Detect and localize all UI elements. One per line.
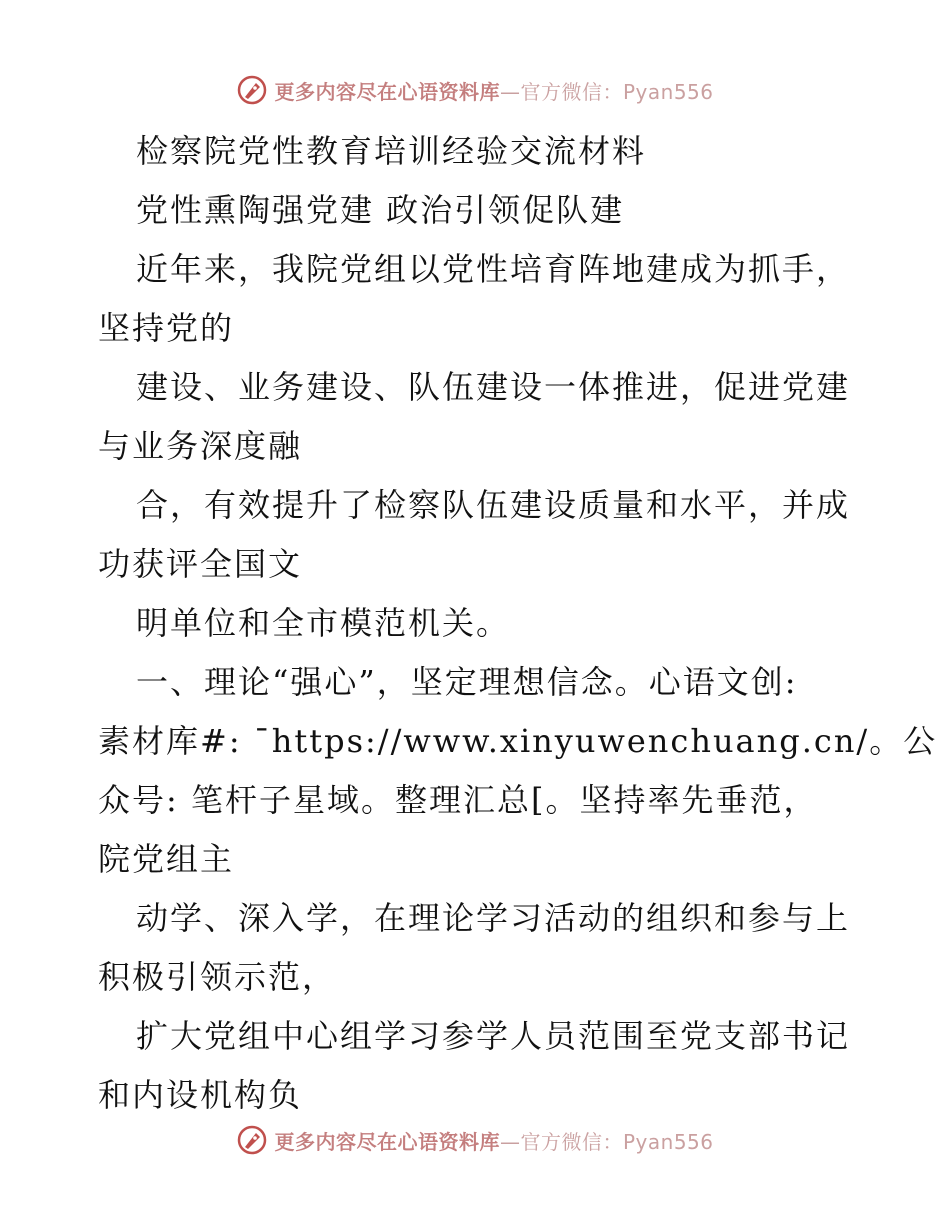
doc-line: 和内设机构负 [98,1076,303,1114]
doc-line: 建设、业务建设、队伍建设一体推进，促进党建 [136,368,851,406]
doc-line: 众号: 笔杆子星域。整理汇总[。坚持率先垂范， [98,781,818,819]
pen-nib-seal-logo-icon [236,74,268,106]
banner-main-text: 更多内容尽在心语资料库 [274,1129,500,1154]
banner-wechat-label: 官方微信： [520,79,623,104]
banner-wechat-id: Pyan556 [622,1129,714,1154]
banner-text [274,1126,713,1155]
doc-line: 合，有效提升了检察队伍建设质量和水平，并成 [136,486,851,524]
doc-line: 近年来，我院党组以党性培育阵地建成为抓手， [136,250,851,288]
banner-text [274,76,713,105]
doc-line: 与业务深度融 [98,427,303,465]
doc-line: 一、理论“强心”，坚定理想信念。心语文创: [136,663,798,701]
pen-nib-seal-logo-icon [236,1124,268,1156]
header-watermark-banner [0,70,950,110]
footer-watermark-banner [0,1120,950,1160]
banner-separator: — [499,1129,521,1154]
banner-wechat-id: Pyan556 [622,79,714,104]
doc-line: 扩大党组中心组学习参学人员范围至党支部书记 [136,1017,851,1055]
doc-line: 功获评全国文 [98,545,303,583]
banner-wechat-label: 官方微信： [520,1129,623,1154]
doc-line: 院党组主 [98,840,235,878]
banner-main-text: 更多内容尽在心语资料库 [274,79,500,104]
doc-line: 党性熏陶强党建 政治引领促队建 [136,191,625,229]
doc-line: 检察院党性教育培训经验交流材料 [136,132,647,170]
document-body [98,122,938,1125]
doc-line: 明单位和全市模范机关。 [136,604,511,642]
banner-separator: — [499,79,521,104]
doc-line: 积极引领示范， [98,958,337,996]
doc-line: 素材库#: ¯https://www.xinyuwenchuang.cn/。公 [98,722,938,760]
doc-line: 坚持党的 [98,309,235,347]
doc-line: 动学、深入学，在理论学习活动的组织和参与上 [136,899,851,937]
